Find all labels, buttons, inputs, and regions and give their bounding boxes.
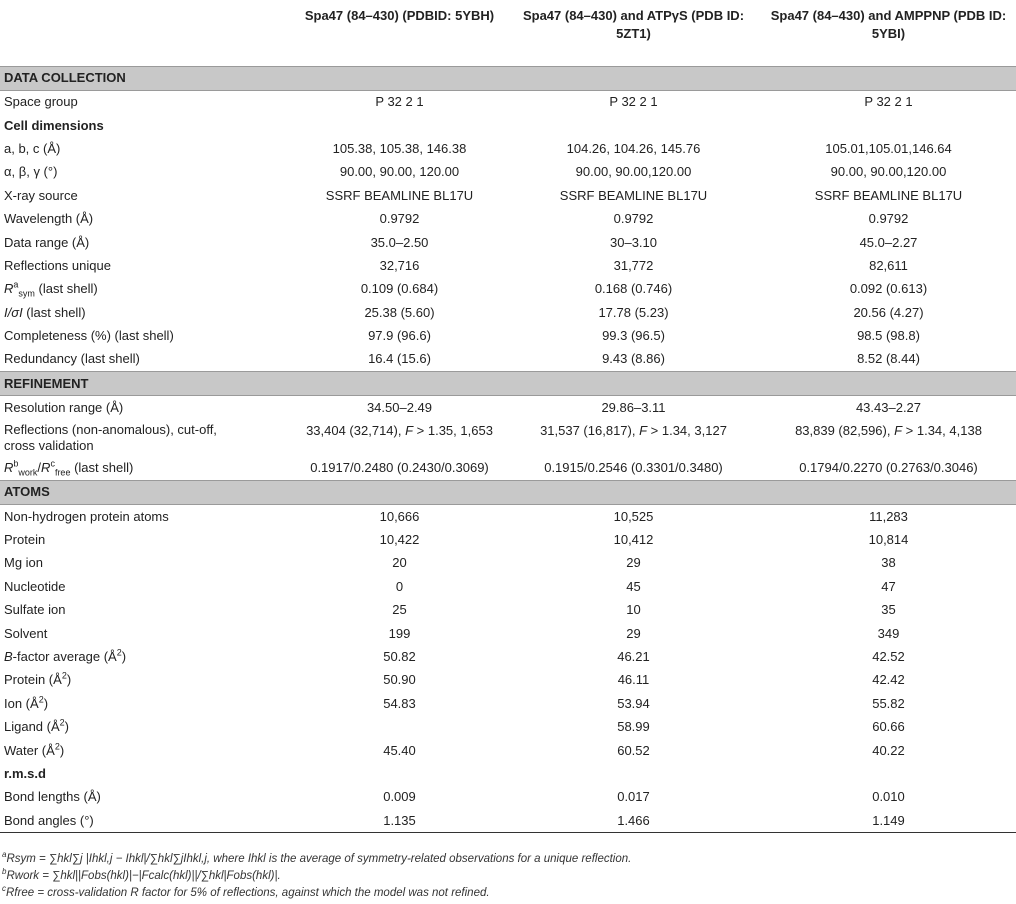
cell-value: 90.00, 90.00,120.00 <box>830 164 947 180</box>
table-row <box>0 809 1016 833</box>
section-label: DATA COLLECTION <box>0 66 1016 90</box>
row-label: Reflections (non-anomalous), cut-off, cross validation <box>4 422 217 454</box>
cell-value: 53.94 <box>617 695 650 711</box>
cell-value: 1.149 <box>761 809 1016 833</box>
cell-value: 10,422 <box>379 532 420 548</box>
row-label: a, b, c (Å) <box>4 140 61 156</box>
cell-value: 99.3 (96.5) <box>602 328 665 344</box>
table-row <box>0 739 1016 762</box>
cell-value: 32,716 <box>379 257 420 273</box>
footnote-c: $^c$Rfree = cross-validation R factor for 5% of reflections, against which the model was not refined. <box>2 884 490 899</box>
cell-value: 0.017 <box>617 789 650 805</box>
header-col-5zt1: Spa47 (84–430) and ATPγS (PDB ID: 5ZT1) <box>522 8 745 41</box>
cell-value: 16.4 (15.6) <box>368 351 431 367</box>
cell-value: 10,412 <box>613 532 654 548</box>
cell-value: 10,666 <box>379 508 420 524</box>
cell-value: 38 <box>881 555 896 571</box>
cell-value <box>293 715 506 738</box>
row-label: Wavelength (Å) <box>4 211 94 227</box>
table-row <box>0 254 1016 277</box>
table-row <box>0 231 1016 254</box>
cell-value: 104.26, 104.26, 145.76 <box>566 140 701 156</box>
table-row <box>0 420 1016 457</box>
row-label: Protein <box>4 532 46 548</box>
cell-value: 90.00, 90.00,120.00 <box>575 164 692 180</box>
cell-value: 97.9 (96.6) <box>368 328 431 344</box>
cell-value: 46.11 <box>617 672 650 688</box>
row-label: Protein $(Å^2)$ <box>4 671 72 688</box>
row-label: Ion $(Å^2)$ <box>4 694 49 711</box>
cell-value: SSRF BEAMLINE BL17U <box>559 187 708 203</box>
row-label: Solvent <box>4 625 48 641</box>
table-row <box>0 278 1016 301</box>
cell-value: 20 <box>392 555 407 571</box>
cell-value: 0.9792 <box>379 211 420 227</box>
cell-value: SSRF BEAMLINE BL17U <box>325 187 474 203</box>
table-row <box>0 575 1016 598</box>
subheading-row <box>0 114 1016 137</box>
row-label: Ligand $(Å^2)$ <box>4 717 70 735</box>
row-label: Space group <box>4 94 78 110</box>
table-row <box>0 161 1016 184</box>
cell-value: 29 <box>626 555 641 571</box>
table-row <box>0 528 1016 551</box>
cell-value: 30–3.10 <box>610 234 657 250</box>
cell-value: 43.43–2.27 <box>855 399 922 415</box>
table-row <box>0 396 1016 420</box>
cell-value: 1.466 <box>506 809 761 833</box>
section-atoms <box>0 480 1016 504</box>
row-label: α, β, γ (°) <box>4 164 58 180</box>
cell-value: 58.99 <box>617 719 650 735</box>
row-label: I/σI (last shell) <box>4 304 86 320</box>
row-label: Mg ion <box>4 555 44 571</box>
cell-value: 0.1915/0.2546 (0.3301/0.3480) <box>544 460 723 476</box>
row-label: $R^a_{sym}$ (last shell) <box>4 279 98 299</box>
cell-value: 60.66 <box>872 719 905 735</box>
cell-value: 45.40 <box>383 742 416 758</box>
table-row <box>0 504 1016 528</box>
cell-value: 105.38, 105.38, 146.38 <box>332 140 467 156</box>
table-row <box>0 301 1016 324</box>
cell-value: 0.1917/0.2480 (0.2430/0.3069) <box>310 460 489 476</box>
subheading-rmsd: r.m.s.d <box>4 765 46 781</box>
table-row <box>0 184 1016 207</box>
section-refinement <box>0 372 1016 396</box>
table-row <box>0 348 1016 372</box>
cell-value: 10,525 <box>613 508 654 524</box>
header-col-5ybh: Spa47 (84–430) (PDBID: 5YBH) <box>304 8 495 23</box>
table-row <box>0 552 1016 575</box>
cell-value: 60.52 <box>617 742 650 758</box>
table-row <box>0 207 1016 230</box>
cell-value: 35 <box>881 602 896 618</box>
cell-value: 47 <box>881 578 896 594</box>
cell-value: 10 <box>626 602 641 618</box>
cell-value: 98.5 (98.8) <box>857 328 920 344</box>
row-label: Completeness (%) (last shell) <box>4 328 174 344</box>
cell-value: 83,839 (82,596), F > 1.34, 4,138 <box>795 422 982 438</box>
row-label: X-ray source <box>4 187 78 203</box>
cell-value: 45 <box>626 578 641 594</box>
cell-value: 35.0–2.50 <box>370 234 429 250</box>
cell-value: 0 <box>395 578 404 594</box>
row-label: Reflections unique <box>4 257 111 273</box>
cell-value: 0.009 <box>383 789 416 805</box>
cell-value: 0.109 (0.684) <box>360 281 439 297</box>
row-label: Nucleotide <box>4 578 66 594</box>
footnote-b: $^b$Rwork = ∑hkl||Fobs(hkl)|−|Fcalc(hkl)||/∑hkl|Fobs(hkl)|. <box>2 867 281 882</box>
row-label: Water $(Å^2)$ <box>4 741 65 758</box>
subheading-row <box>0 762 1016 785</box>
row-label: Bond angles (°) <box>0 809 293 833</box>
table-row <box>0 645 1016 668</box>
footnote-a: $^a$Rsym = ∑hkl∑j |Ihkl,j − Ihkl|/∑hkl∑jIhkl,j, where Ihkl is the average of symmetry-related observations for a unique reflection. <box>2 850 632 865</box>
cell-value: 46.21 <box>617 649 650 664</box>
row-label: Sulfate ion <box>4 602 66 618</box>
cell-value: P 32 2 1 <box>375 94 424 110</box>
cell-value: 55.82 <box>872 695 905 711</box>
cell-value: 40.22 <box>872 742 905 758</box>
cell-value: 11,283 <box>869 508 908 524</box>
table-row <box>0 622 1016 645</box>
cell-value: 9.43 (8.86) <box>602 351 665 367</box>
row-label: Data range (Å) <box>4 234 90 250</box>
cell-value: 0.1794/0.2270 (0.2763/0.3046) <box>799 460 978 476</box>
row-label: $R^b_{work}/R^c_{free}$ (last shell) <box>4 458 134 478</box>
cell-value: 17.78 (5.23) <box>598 304 669 320</box>
section-label: REFINEMENT <box>0 372 1016 396</box>
cell-value: SSRF BEAMLINE BL17U <box>814 187 963 203</box>
cell-value: 0.9792 <box>613 211 654 227</box>
table-row <box>0 669 1016 692</box>
cell-value: 90.00, 90.00, 120.00 <box>339 164 460 180</box>
cell-value: 34.50–2.49 <box>366 399 433 415</box>
cell-value: 8.52 (8.44) <box>857 351 920 367</box>
table-row <box>0 786 1016 809</box>
subheading-cell-dimensions: Cell dimensions <box>4 117 104 133</box>
cell-value: 33,404 (32,714), F > 1.35, 1,653 <box>306 422 493 438</box>
row-label: Bond lengths (Å) <box>4 789 101 805</box>
table-row <box>0 90 1016 114</box>
cell-value: 31,537 (16,817), F > 1.34, 3,127 <box>540 422 727 438</box>
cell-value: 0.9792 <box>868 211 909 227</box>
cell-value: 1.135 <box>293 809 506 833</box>
cell-value: 42.52 <box>872 649 905 664</box>
cell-value: 0.168 (0.746) <box>594 281 673 297</box>
cell-value: 82,611 <box>869 257 908 273</box>
cell-value: 29 <box>626 625 641 641</box>
cell-value: 199 <box>388 625 411 641</box>
table-row <box>0 599 1016 622</box>
row-label: B-factor average $(Å^2)$ <box>4 647 127 664</box>
cell-value: 42.42 <box>872 672 905 688</box>
cell-value: 45.0–2.27 <box>859 234 918 250</box>
cell-value: 10,814 <box>868 532 909 548</box>
cell-value: P 32 2 1 <box>609 94 658 110</box>
cell-value: 0.010 <box>872 789 905 805</box>
cell-value: 54.83 <box>383 695 416 711</box>
header-col-5ybi: Spa47 (84–430) and AMPPNP (PDB ID: 5YBI) <box>770 8 1007 41</box>
table-row <box>0 137 1016 160</box>
table-row <box>0 692 1016 715</box>
cell-value: 31,772 <box>613 257 654 273</box>
cell-value: 29.86–3.11 <box>601 399 666 415</box>
cell-value: 25 <box>392 602 407 618</box>
table-row <box>0 324 1016 347</box>
row-label: Non-hydrogen protein atoms <box>4 508 169 524</box>
cell-value: 349 <box>877 625 900 641</box>
cell-value: 25.38 (5.60) <box>364 304 435 320</box>
section-label: ATOMS <box>0 480 1016 504</box>
table-row <box>0 715 1016 738</box>
table-row <box>0 457 1016 481</box>
cell-value: 0.092 (0.613) <box>849 281 928 297</box>
cell-value: 50.90 <box>383 672 416 688</box>
cell-value: 20.56 (4.27) <box>853 304 924 320</box>
cell-value: P 32 2 1 <box>864 94 913 110</box>
row-label: Redundancy (last shell) <box>4 351 140 367</box>
cell-value: 105.01,105.01,146.64 <box>825 140 952 156</box>
cell-value: 50.82 <box>383 649 416 664</box>
table-header <box>0 0 1016 66</box>
section-data-collection <box>0 66 1016 90</box>
header-blank <box>0 0 293 66</box>
row-label: Resolution range (Å) <box>4 399 124 415</box>
